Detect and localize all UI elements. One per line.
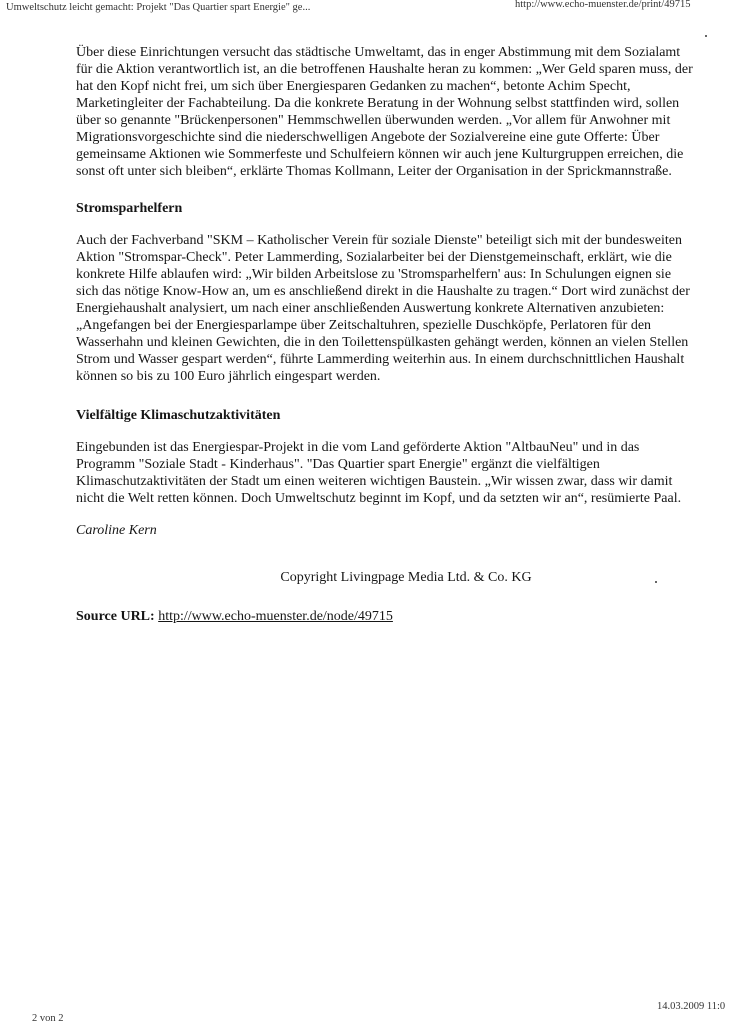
scan-speck bbox=[655, 581, 657, 583]
source-line bbox=[76, 608, 696, 625]
section-heading-klimaschutz: Vielfältige Klimaschutzaktivitäten bbox=[76, 408, 281, 423]
article-author: Caroline Kern bbox=[76, 523, 157, 538]
scan-speck bbox=[705, 35, 707, 37]
article-paragraph-1: Über diese Einrichtungen versucht das städtische Umweltamt, das in enger Abstimmung mit dem Sozialamt für die Aktion verantwortlich ist, an die betroffenen Haushalte heran zu kommen: „Wer Geld sparen muss, der hat den Kopf nicht frei, um sich über Energiesparen Gedanken zu machen“, betonte Achim Specht, Marketingleiter der Fachabteilung. Da die konkrete Beratung in der Wohnung selbst stattfinden wird, sollen über so genannte "Brückenpersonen" Hemmschwellen überwunden werden. „Vor allem für Anwohner mit Migrationsvorgeschichte sind die niederschwelligen Angebote der Sozialvereine eine gute Offerte: Über gemeinsame Aktionen wie Sommerfeste und Schulfeiern können wir auch jene Kulturgruppen erreichen, die sonst oft unter sich bleiben“, erklärte Thomas Kollmann, Leiter der Organisation in der Sprickmannstraße. bbox=[76, 45, 693, 179]
print-footer-datetime: 14.03.2009 11:0 bbox=[657, 1001, 726, 1012]
print-header-title: Umweltschutz leicht gemacht: Projekt "Das Quartier spart Energie" ge... bbox=[6, 2, 311, 13]
source-label: Source URL: bbox=[76, 609, 155, 624]
copyright-notice: Copyright Livingpage Media Ltd. & Co. KG bbox=[280, 570, 532, 585]
section-heading-stromsparhelfern: Stromsparhelfern bbox=[76, 201, 183, 216]
print-footer-page-number: 2 von 2 bbox=[32, 1013, 64, 1024]
article-paragraph-2: Auch der Fachverband "SKM – Katholischer Verein für soziale Dienste" beteiligt sich mit der bundesweiten Aktion "Stromspar-Check". Peter Lammerding, Sozialarbeiter bei der Dienstgemeinschaft, erklärt, wie die konkrete Hilfe ablaufen wird: „Wir bilden Arbeitslose zu 'Stromsparhelfern' aus: In Schulungen eignen sie sich das nötige Know-How an, um es anschließend direkt in die Haushalte zu tragen.“ Dort wird zunächst der Energiehaushalt analysiert, um nach einer anschließenden Auswertung konkrete Alternativen anzubieten: „Angefangen bei der Energiesparlampe über Zeitschaltuhren, spezielle Duschköpfe, Perlatoren für den Wasserhahn und kleinen Gewichten, die in den Toilettenspülkasten gehängt werden, können an vielen Stellen Strom und Wasser gespart werden“, führte Lammerding weiterhin aus. In einem durchschnittlichen Haushalt können so bis zu 100 Euro jährlich eingespart werden. bbox=[76, 233, 690, 384]
article-paragraph-3: Eingebunden ist das Energiespar-Projekt in die vom Land geförderte Aktion "AltbauNeu" und in das Programm "Soziale Stadt - Kinderhaus". "Das Quartier spart Energie" ergänzt die vielfältigen Klimaschutzaktivitäten der Stadt um einen weiteren wichtigen Baustein. „Wir wissen zwar, dass wir damit nicht die Welt retten können. Doch Umweltschutz beginnt im Kopf, und da setzten wir an“, resümierte Paal. bbox=[76, 440, 682, 506]
source-url-link[interactable]: http://www.echo-muenster.de/node/49715 bbox=[158, 609, 393, 624]
print-header-url: http://www.echo-muenster.de/print/49715 bbox=[515, 0, 691, 10]
article-body bbox=[76, 44, 696, 625]
